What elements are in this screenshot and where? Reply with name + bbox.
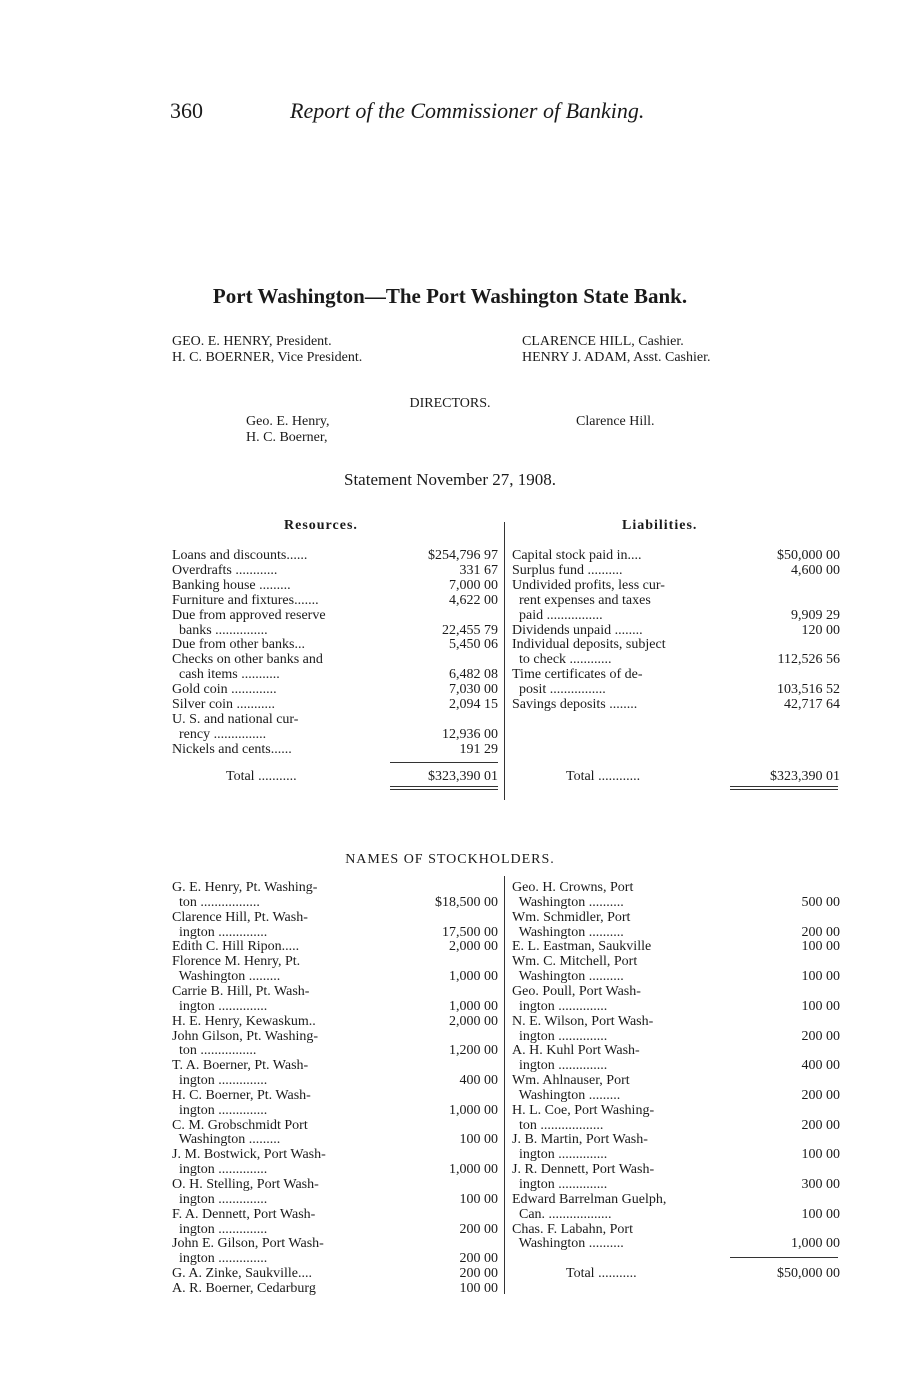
row-label: H. C. Boerner, Pt. Wash-: [172, 1087, 311, 1103]
row-amount: 191 29: [459, 741, 498, 757]
row-amount: 100 00: [459, 1191, 498, 1207]
row-label: posit ................: [512, 682, 606, 698]
row-label: ington ..............: [172, 1162, 268, 1178]
row-label: ton .................: [172, 894, 260, 910]
row-amount: 200 00: [459, 1221, 498, 1237]
liabilities-total-amount: $323,390 01: [770, 769, 840, 784]
row-label: ington ..............: [172, 998, 268, 1014]
resources-rule-1: [390, 786, 498, 787]
row-amount: 7,000 00: [449, 577, 498, 593]
liabilities-heading: Liabilities.: [622, 518, 698, 533]
row-amount: 7,030 00: [449, 682, 498, 698]
row-label: Furniture and fixtures.......: [172, 592, 319, 608]
row-label: Carrie B. Hill, Pt. Wash-: [172, 983, 310, 999]
page-number: 360: [170, 98, 203, 123]
row-label: H. L. Coe, Port Washing-: [512, 1102, 655, 1118]
row-label: rency ...............: [172, 726, 267, 742]
row-amount: 200 00: [801, 1117, 840, 1133]
row-amount: 300 00: [801, 1177, 840, 1192]
resources-subtotal-rule: [390, 762, 498, 763]
row-label: Silver coin ...........: [172, 697, 276, 712]
row-label: Wm. C. Mitchell, Port: [512, 954, 638, 970]
row-label: Geo. H. Crowns, Port: [512, 880, 634, 895]
bank-title: Port Washington—The Port Washington State Bank.: [212, 284, 688, 308]
row-amount: 200 00: [801, 924, 840, 940]
row-amount: 100 00: [459, 1132, 498, 1148]
statement-date: Statement November 27, 1908.: [344, 470, 556, 489]
row-label: Time certificates of de-: [512, 667, 643, 683]
row-label: Undivided profits, less cur-: [512, 577, 665, 593]
row-label: N. E. Wilson, Port Wash-: [512, 1013, 654, 1029]
row-amount: 100 00: [801, 1147, 840, 1163]
row-label: ton ................: [172, 1043, 257, 1059]
row-label: rent expenses and taxes: [512, 592, 651, 608]
row-label: U. S. and national cur-: [172, 711, 299, 727]
row-label: Edith C. Hill Ripon.....: [172, 939, 300, 955]
row-amount: 6,482 08: [449, 667, 498, 683]
row-label: J. R. Dennett, Port Wash-: [512, 1162, 655, 1178]
stockholders-heading: NAMES OF STOCKHOLDERS.: [345, 852, 555, 867]
row-amount: 17,500 00: [442, 924, 498, 940]
row-amount: 12,936 00: [442, 726, 498, 742]
row-label: ington ..............: [512, 1058, 608, 1074]
row-amount: 100 00: [459, 1280, 498, 1296]
liabilities-total-label: Total ............: [566, 769, 641, 784]
row-label: ington ..............: [512, 1028, 608, 1044]
row-amount: 2,000 00: [449, 1013, 498, 1029]
director-left-1: Geo. E. Henry,: [246, 414, 330, 429]
row-amount: 112,526 56: [777, 652, 840, 668]
officer-right-1: CLARENCE HILL, Cashier.: [522, 334, 684, 349]
row-amount: $50,000 00: [777, 548, 840, 563]
row-amount: 400 00: [801, 1058, 840, 1074]
row-label: ington ..............: [512, 1147, 608, 1163]
liabilities-rule-1: [730, 786, 838, 787]
row-label: Edward Barrelman Guelph,: [512, 1191, 667, 1207]
officer-left-2: H. C. BOERNER, Vice President.: [172, 350, 363, 365]
row-label: Due from approved reserve: [172, 607, 326, 623]
row-label: ington ..............: [512, 998, 608, 1014]
row-label: C. M. Grobschmidt Port: [172, 1117, 308, 1133]
row-label: Individual deposits, subject: [512, 637, 666, 653]
row-label: A. H. Kuhl Port Wash-: [512, 1043, 640, 1059]
row-label: Washington .........: [172, 1132, 281, 1148]
row-label: Geo. Poull, Port Wash-: [512, 983, 641, 999]
stockholders-divider: [504, 876, 505, 1294]
row-amount: 1,000 00: [791, 1236, 840, 1252]
row-amount: 1,000 00: [449, 969, 498, 985]
row-amount: 100 00: [801, 939, 840, 955]
row-label: Washington ..........: [512, 969, 624, 985]
row-label: banks ...............: [172, 622, 268, 638]
row-label: G. A. Zinke, Saukville....: [172, 1266, 312, 1282]
row-amount: 1,000 00: [449, 1102, 498, 1118]
row-amount: 42,717 64: [784, 697, 840, 712]
row-label: Gold coin .............: [172, 682, 277, 698]
resources-total-amount: $323,390 01: [428, 769, 498, 784]
stockholders-total-amount: $50,000 00: [777, 1266, 840, 1281]
row-label: Washington ..........: [512, 894, 624, 910]
row-label: T. A. Boerner, Pt. Wash-: [172, 1058, 309, 1074]
row-label: E. L. Eastman, Saukville: [512, 939, 652, 955]
row-amount: 103,516 52: [777, 682, 840, 698]
row-label: A. R. Boerner, Cedarburg: [172, 1280, 316, 1296]
row-label: cash items ...........: [172, 667, 280, 683]
row-amount: 2,000 00: [449, 939, 498, 955]
row-amount: 200 00: [801, 1087, 840, 1103]
row-label: Capital stock paid in....: [512, 548, 642, 563]
row-label: ington ..............: [512, 1177, 608, 1192]
row-label: J. B. Martin, Port Wash-: [512, 1132, 648, 1148]
row-label: F. A. Dennett, Port Wash-: [172, 1206, 316, 1222]
resources-heading: Resources.: [284, 518, 358, 533]
row-label: G. E. Henry, Pt. Washing-: [172, 880, 318, 895]
row-label: Overdrafts ............: [172, 562, 278, 578]
row-amount: 331 67: [459, 562, 498, 578]
row-label: Due from other banks...: [172, 637, 305, 653]
row-label: Nickels and cents......: [172, 741, 292, 757]
row-label: Washington .........: [172, 969, 281, 985]
row-amount: 22,455 79: [442, 622, 498, 638]
running-title: Report of the Commissioner of Banking.: [290, 98, 645, 123]
row-amount: 4,600 00: [791, 562, 840, 578]
row-label: Surplus fund ..........: [512, 562, 623, 578]
row-label: John E. Gilson, Port Wash-: [172, 1236, 324, 1252]
row-label: ington ..............: [172, 1073, 268, 1089]
row-amount: 1,200 00: [449, 1043, 498, 1059]
row-label: ington ..............: [172, 1191, 268, 1207]
director-left-2: H. C. Boerner,: [246, 430, 328, 445]
officer-left-1: GEO. E. HENRY, President.: [172, 334, 332, 349]
row-amount: 100 00: [801, 998, 840, 1014]
row-amount: 5,450 06: [449, 637, 498, 653]
row-amount: 100 00: [801, 1206, 840, 1222]
row-amount: 9,909 29: [791, 607, 840, 623]
row-label: Wm. Ahlnauser, Port: [512, 1073, 630, 1089]
row-label: Loans and discounts......: [172, 548, 308, 563]
row-amount: 200 00: [459, 1266, 498, 1282]
row-amount: 4,622 00: [449, 592, 498, 608]
row-label: Washington .........: [512, 1087, 621, 1103]
row-amount: $18,500 00: [435, 894, 498, 910]
row-amount: 400 00: [459, 1073, 498, 1089]
row-label: Dividends unpaid ........: [512, 622, 643, 638]
resources-rule-2: [390, 789, 498, 790]
officer-right-2: HENRY J. ADAM, Asst. Cashier.: [522, 350, 711, 365]
row-label: Banking house .........: [172, 577, 291, 593]
row-label: Washington ..........: [512, 924, 624, 940]
row-label: Washington ..........: [512, 1236, 624, 1252]
row-label: Can. ..................: [512, 1206, 612, 1222]
row-amount: 2,094 15: [449, 697, 498, 712]
resources-total-label: Total ...........: [226, 769, 297, 784]
row-label: paid ................: [512, 607, 603, 623]
row-label: O. H. Stelling, Port Wash-: [172, 1177, 319, 1192]
stockholders-total-label: Total ...........: [566, 1266, 637, 1281]
row-amount: 1,000 00: [449, 1162, 498, 1178]
stockholders-total-rule: [730, 1257, 838, 1258]
column-divider: [504, 522, 505, 800]
row-label: ington ..............: [172, 1102, 268, 1118]
row-label: Wm. Schmidler, Port: [512, 909, 631, 925]
row-amount: 200 00: [459, 1251, 498, 1267]
row-label: ton ..................: [512, 1117, 604, 1133]
row-label: H. E. Henry, Kewaskum..: [172, 1013, 316, 1029]
row-label: to check ............: [512, 652, 612, 668]
row-amount: $254,796 97: [428, 548, 498, 563]
row-label: Checks on other banks and: [172, 652, 323, 668]
row-label: John Gilson, Pt. Washing-: [172, 1028, 319, 1044]
liabilities-rule-2: [730, 789, 838, 790]
row-amount: 100 00: [801, 969, 840, 985]
row-amount: 120 00: [801, 622, 840, 638]
row-label: ington ..............: [172, 924, 268, 940]
director-right-1: Clarence Hill.: [576, 414, 655, 429]
row-label: J. M. Bostwick, Port Wash-: [172, 1147, 326, 1163]
row-amount: 1,000 00: [449, 998, 498, 1014]
row-label: Clarence Hill, Pt. Wash-: [172, 909, 308, 925]
row-amount: 500 00: [801, 894, 840, 910]
row-amount: 200 00: [801, 1028, 840, 1044]
row-label: ington ..............: [172, 1221, 268, 1237]
row-label: Savings deposits ........: [512, 697, 638, 712]
row-label: Chas. F. Labahn, Port: [512, 1221, 633, 1237]
row-label: ington ..............: [172, 1251, 268, 1267]
directors-heading: DIRECTORS.: [409, 396, 491, 411]
row-label: Florence M. Henry, Pt.: [172, 954, 301, 970]
